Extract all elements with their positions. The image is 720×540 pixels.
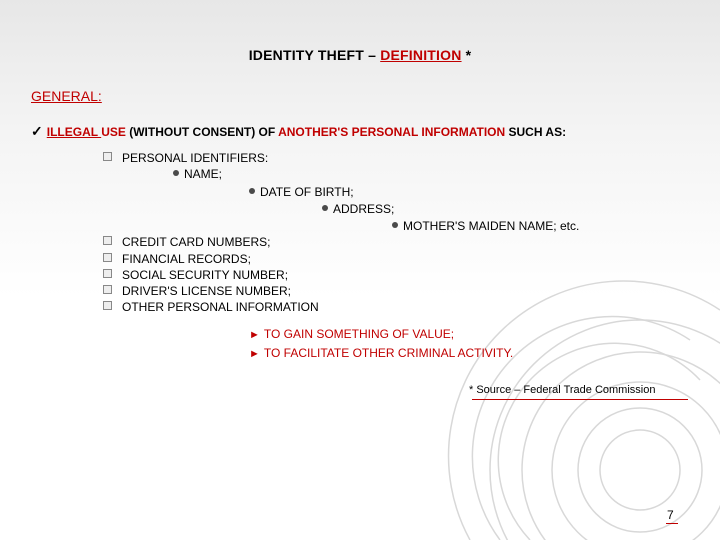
source-prefix: * Source – xyxy=(469,384,524,396)
arrow-right-icon: ► xyxy=(249,348,260,360)
page-number-underline xyxy=(666,523,678,524)
intro-end: SUCH AS: xyxy=(505,125,567,139)
list-item: FINANCIAL RECORDS; xyxy=(103,252,251,266)
page-number: 7 xyxy=(667,508,674,522)
round-bullet-icon xyxy=(322,205,328,211)
round-bullet-icon xyxy=(392,222,398,228)
round-bullet-icon xyxy=(173,170,179,176)
purpose-item: ► TO FACILITATE OTHER CRIMINAL ACTIVITY. xyxy=(249,346,514,360)
square-bullet-icon xyxy=(103,253,112,262)
list-item: DRIVER'S LICENSE NUMBER; xyxy=(103,284,291,298)
source-note xyxy=(469,384,655,396)
title-text: IDENTITY THEFT – xyxy=(248,47,381,63)
square-bullet-icon xyxy=(103,301,112,310)
identifier-item: NAME; xyxy=(173,167,222,181)
intro-line xyxy=(31,123,566,140)
source-underline xyxy=(472,399,688,400)
title-star: * xyxy=(461,47,472,63)
round-bullet-icon xyxy=(249,188,255,194)
purpose-item: ► TO GAIN SOMETHING OF VALUE; xyxy=(249,327,455,341)
identifiers-heading: PERSONAL IDENTIFIERS: xyxy=(122,151,269,165)
identifier-item: ADDRESS; xyxy=(322,202,394,216)
identifier-item: DATE OF BIRTH; xyxy=(249,185,354,199)
slide-title xyxy=(0,47,720,63)
arrow-right-icon: ► xyxy=(249,329,260,341)
square-bullet-icon xyxy=(103,152,112,161)
list-item: CREDIT CARD NUMBERS; xyxy=(103,235,270,249)
list-item: OTHER PERSONAL INFORMATION xyxy=(103,300,319,314)
list-item xyxy=(103,151,268,165)
intro-illegal: ILLEGAL xyxy=(46,125,102,139)
general-heading: GENERAL: xyxy=(31,88,102,104)
intro-red: ANOTHER'S PERSONAL INFORMATION xyxy=(278,125,506,139)
list-item: SOCIAL SECURITY NUMBER; xyxy=(103,268,288,282)
identifier-item: MOTHER'S MAIDEN NAME; etc. xyxy=(392,219,579,233)
intro-mid: (WITHOUT CONSENT) OF xyxy=(125,125,279,139)
source-link[interactable]: Federal Trade Commission xyxy=(523,384,656,396)
checkmark-icon: ✓ xyxy=(31,123,43,139)
definition-link[interactable]: DEFINITION xyxy=(380,47,462,63)
intro-use: USE xyxy=(101,125,126,139)
square-bullet-icon xyxy=(103,285,112,294)
square-bullet-icon xyxy=(103,236,112,245)
square-bullet-icon xyxy=(103,269,112,278)
